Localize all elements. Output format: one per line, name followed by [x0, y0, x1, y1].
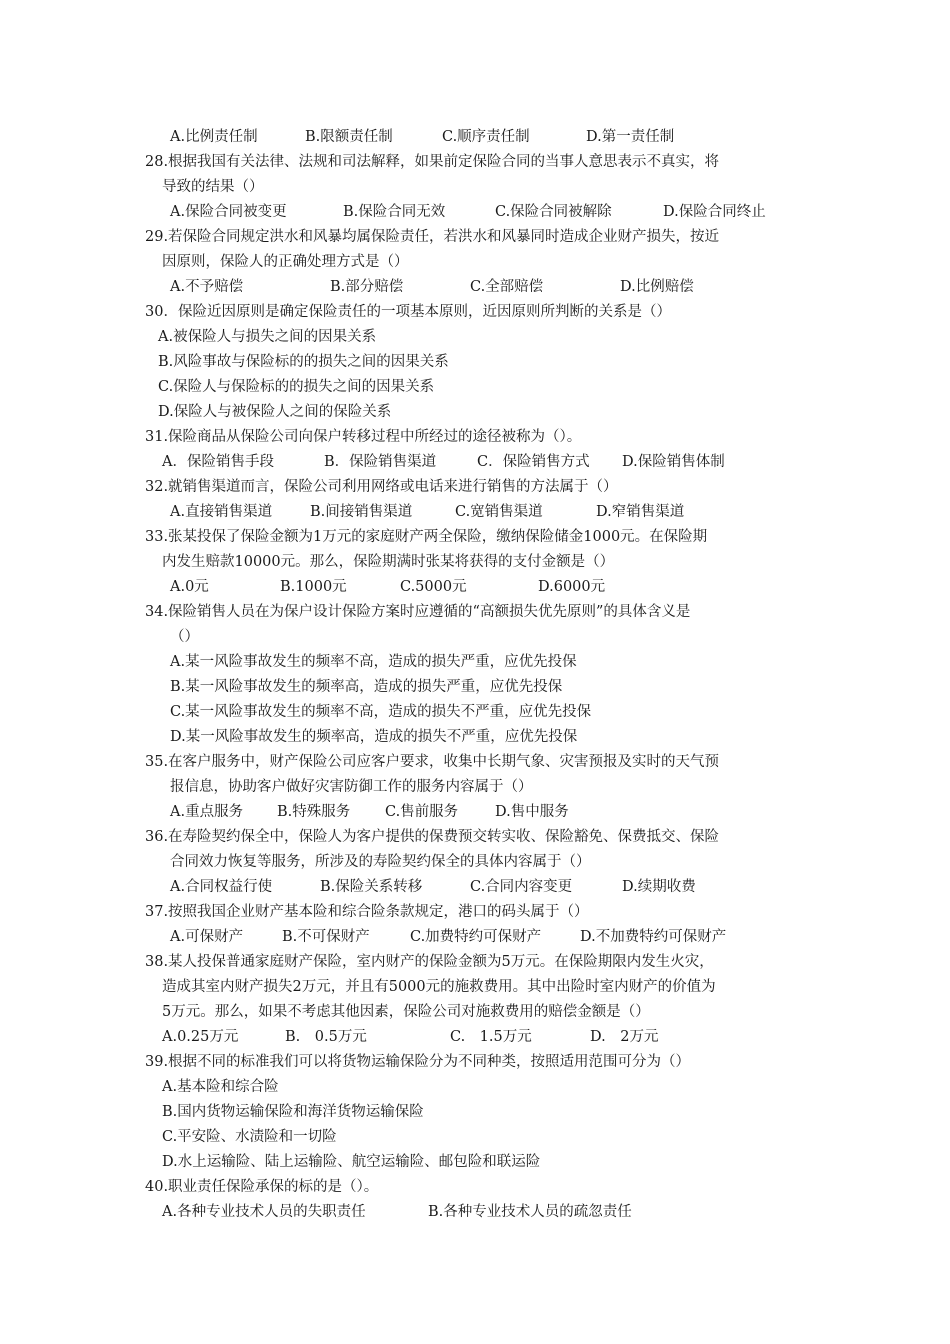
q33-option-d: D.6000元 [538, 579, 606, 595]
q38-option-b: B. 0.5万元 [285, 1029, 367, 1045]
q35-stem-1: 35.在客户服务中，财产保险公司应客户要求，收集中长期气象、灾害预报及实时的天气预 [145, 754, 720, 770]
q34-option-c: C.某一风险事故发生的频率不高，造成的损失不严重，应优先投保 [170, 704, 592, 720]
q33-stem-1: 33.张某投保了保险金额为1万元的家庭财产两全保险，缴纳保险储金1000元。在保险期 [145, 529, 708, 545]
q30-option-c: C.保险人与保险标的的损失之间的因果关系 [158, 379, 435, 395]
q31-option-c: C．保险销售方式 [477, 454, 590, 470]
q36-option-c: C.合同内容变更 [470, 879, 573, 895]
q28-option-a: A.保险合同被变更 [170, 204, 287, 220]
q35-stem-2: 报信息，协助客户做好灾害防御工作的服务内容属于（） [170, 779, 533, 795]
q31-option-a: A．保险销售手段 [162, 454, 274, 470]
q32-option-c: C.宽销售渠道 [455, 504, 543, 520]
q36-stem-1: 36.在寿险契约保全中，保险人为客户提供的保费预交转实收、保险豁免、保费抵交、保险 [145, 829, 720, 845]
q32-option-a: A.直接销售渠道 [170, 504, 273, 520]
q30-stem: 30．保险近因原则是确定保险责任的一项基本原则，近因原则所判断的关系是（） [145, 304, 671, 320]
q27-option-d: D.第一责任制 [586, 129, 675, 145]
q33-option-a: A.0元 [170, 579, 209, 595]
q40-option-a: A.各种专业技术人员的失职责任 [162, 1204, 366, 1220]
q38-option-a: A.0.25万元 [162, 1029, 239, 1045]
q28-stem-2: 导致的结果（） [162, 179, 264, 195]
q32-stem: 32.就销售渠道而言，保险公司利用网络或电话来进行销售的方法属于（） [145, 479, 618, 495]
q38-stem-2: 造成其室内财产损失2万元，并且有5000元的施救费用。其中出险时室内财产的价值为 [162, 979, 716, 995]
q34-option-a: A.某一风险事故发生的频率不高，造成的损失严重，应优先投保 [170, 654, 577, 670]
q31-option-b: B．保险销售渠道 [324, 454, 437, 470]
q38-stem-1: 38.某人投保普通家庭财产保险，室内财产的保险金额为5万元。在保险期限内发生火灾， [145, 954, 714, 970]
q39-option-a: A.基本险和综合险 [162, 1079, 279, 1095]
q38-option-d: D. 2万元 [590, 1029, 659, 1045]
q37-stem: 37.按照我国企业财产基本险和综合险条款规定，港口的码头属于（） [145, 904, 589, 920]
q34-option-d: D.某一风险事故发生的频率高，造成的损失不严重，应优先投保 [170, 729, 578, 745]
q30-option-a: A.被保险人与损失之间的因果关系 [158, 329, 377, 345]
q39-option-b: B.国内货物运输保险和海洋货物运输保险 [162, 1104, 424, 1120]
q40-option-b: B.各种专业技术人员的疏忽责任 [428, 1204, 632, 1220]
q37-option-a: A.可保财产 [170, 929, 244, 945]
q28-option-c: C.保险合同被解除 [495, 204, 612, 220]
q37-option-b: B.不可保财产 [282, 929, 370, 945]
q30-option-d: D.保险人与被保险人之间的保险关系 [158, 404, 392, 420]
q35-option-b: B.特殊服务 [277, 804, 351, 820]
q32-option-b: B.间接销售渠道 [310, 504, 413, 520]
q37-option-c: C.加费特约可保财产 [410, 929, 542, 945]
q29-stem-1: 29.若保险合同规定洪水和风暴均属保险责任，若洪水和风暴同时造成企业财产损失，按近 [145, 229, 720, 245]
q34-option-b: B.某一风险事故发生的频率高，造成的损失严重，应优先投保 [170, 679, 563, 695]
q36-stem-2: 合同效力恢复等服务，所涉及的寿险契约保全的具体内容属于（） [170, 854, 591, 870]
q33-option-c: C.5000元 [400, 579, 467, 595]
q28-option-d: D.保险合同终止 [663, 204, 766, 220]
q30-option-b: B.风险事故与保险标的的损失之间的因果关系 [158, 354, 449, 370]
q39-option-c: C.平安险、水渍险和一切险 [162, 1129, 337, 1145]
q27-option-b: B.限额责任制 [305, 129, 393, 145]
q27-option-a: A.比例责任制 [170, 129, 258, 145]
q35-option-c: C.售前服务 [385, 804, 459, 820]
q40-stem: 40.职业责任保险承保的标的是（）。 [145, 1179, 379, 1195]
q38-stem-3: 5万元。那么，如果不考虑其他因素，保险公司对施救费用的赔偿金额是（） [162, 1004, 650, 1020]
q36-option-b: B.保险关系转移 [320, 879, 423, 895]
q34-stem-2: （） [170, 629, 199, 645]
q39-stem: 39.根据不同的标准我们可以将货物运输保险分为不同种类，按照适用范围可分为（） [145, 1054, 691, 1070]
q33-option-b: B.1000元 [280, 579, 347, 595]
q33-stem-2: 内发生赔款10000元。那么，保险期满时张某将获得的支付金额是（） [162, 554, 615, 570]
q36-option-d: D.续期收费 [622, 879, 696, 895]
q36-option-a: A.合同权益行使 [170, 879, 273, 895]
q32-option-d: D.窄销售渠道 [596, 504, 685, 520]
q29-option-c: C.全部赔偿 [470, 279, 544, 295]
q31-option-d: D.保险销售体制 [622, 454, 725, 470]
q28-stem-1: 28.根据我国有关法律、法规和司法解释，如果前定保险合同的当事人意思表示不真实，将 [145, 154, 720, 170]
q31-stem: 31.保险商品从保险公司向保户转移过程中所经过的途径被称为（）。 [145, 429, 582, 445]
q39-option-d: D.水上运输险、陆上运输险、航空运输险、邮包险和联运险 [162, 1154, 541, 1170]
q27-option-c: C.顺序责任制 [442, 129, 530, 145]
q29-stem-2: 因原则，保险人的正确处理方式是（） [162, 254, 409, 270]
q34-stem-1: 34.保险销售人员在为保户设计保险方案时应遵循的“高额损失优先原则”的具体含义是 [145, 604, 691, 620]
q29-option-d: D.比例赔偿 [620, 279, 694, 295]
q29-option-a: A.不予赔偿 [170, 279, 244, 295]
q37-option-d: D.不加费特约可保财产 [580, 929, 727, 945]
q35-option-a: A.重点服务 [170, 804, 244, 820]
q29-option-b: B.部分赔偿 [330, 279, 404, 295]
q28-option-b: B.保险合同无效 [343, 204, 446, 220]
q38-option-c: C. 1.5万元 [450, 1029, 532, 1045]
q35-option-d: D.售中服务 [495, 804, 569, 820]
